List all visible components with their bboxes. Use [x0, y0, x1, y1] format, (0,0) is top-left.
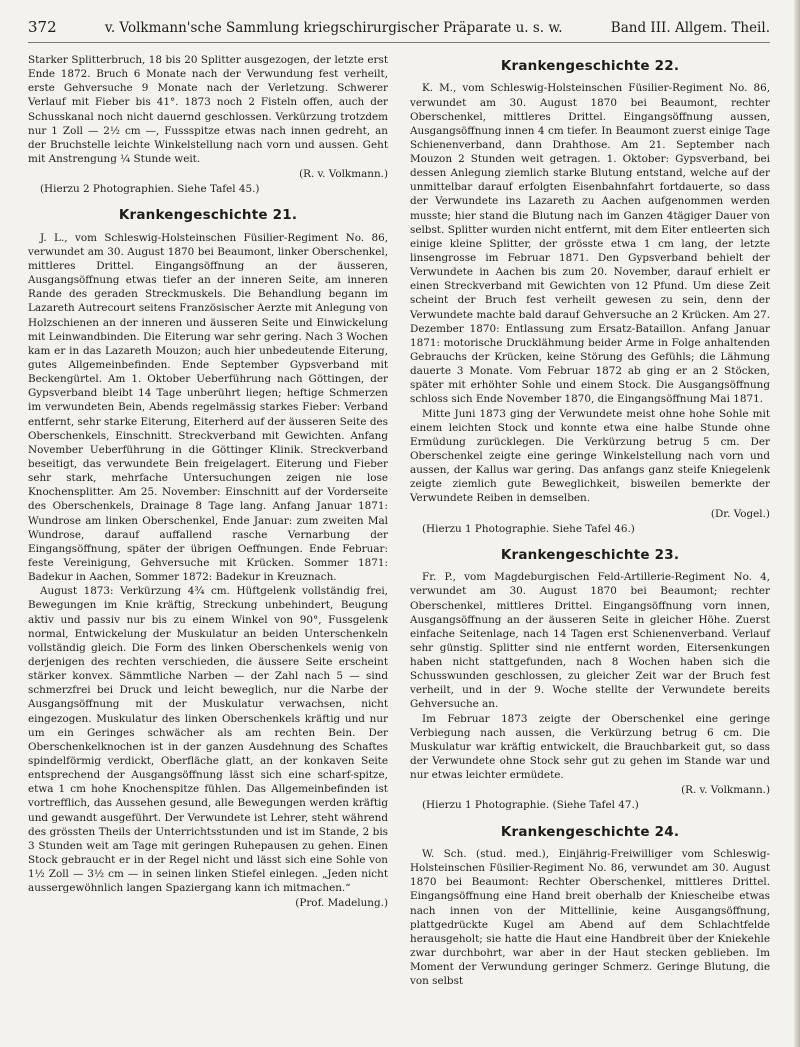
volume-label: Band III. Allgem. Theil. [610, 20, 770, 36]
case-21-paragraph-2: August 1873: Verkürzung 4¾ cm. Hüftgelenk vollständig frei, Bewegungen im Knie kräftig, Streckung unbehindert, Beugung aktiv und passiv nur bis zu einem Winkel von 90°, Fussgelenk normal, Entwickelung der Muskulatur an beiden Unterschenkeln vollständig gleich. Die Form des linken Oberschenkels wenig von derjenigen des rechten verschieden, die äussere Seite erscheint stärker konvex. Sämmtliche Narben — der Zahl nach 5 — sind schmerzfrei bei Druck und leicht beweglich, nur die Narbe der Ausgangsöffnung mit der Muskulatur verwachsen, nicht eingezogen. Muskulatur des linken Oberschenkels kräftig und nur um ein Geringes schwächer als am rechten Bein. Der Oberschenkelknochen ist in der ganzen Ausdehnung des Schaftes spindelförmig verdickt, Oberfläche glatt, an der konkaven Seite entsprechend der Ausgangsöffnung lässt sich eine scharf-spitze, etwa 1 cm hohe Knochenspitze fühlen. Das Allgemeinbefinden ist vortrefflich, das Aussehen gesund, alle Bewegungen werden kräftig und gewandt ausgeführt. Der Verwundete ist Lehrer, steht während des grössten Theils der Unterrichtsstunden und ist im Stande, 2 bis 3 Stunden weit am Tage mit geringen Ruhepausen zu gehen. Einen Stock gebraucht er in der Regel nicht und lässt sich eine Sohle von 1½ Zoll — 3½ cm — in seinen linken Stiefel einlegen. „Jeden nicht aussergewöhnlich langen Spaziergang kann ich mitmachen.“ [28, 585, 388, 895]
right-column [410, 53, 770, 988]
running-header [28, 18, 770, 43]
page-edge-shadow [794, 0, 800, 1047]
case-24-heading: Krankengeschichte 24. [500, 823, 680, 840]
case-22-paragraph-2: Mitte Juni 1873 ging der Verwundete meist ohne hohe Sohle mit einem leichten Stock und konnte etwa eine halbe Stunde ohne Ermüdung zurücklegen. Die Verkürzung betrug 5 cm. Der Oberschenkel zeigte eine geringe Winkelstellung nach vorn und aussen, der Kallus war gering. Das anfangs ganz steife Kniegelenk zeigte ziemlich gute Beweglichkeit, bisweilen bemerkte der Verwundete Reiben in demselben. [410, 407, 770, 505]
case-23-author: (R. v. Volkmann.) [681, 784, 770, 797]
book-page [28, 18, 770, 1028]
case-23-figure-note: (Hierzu 1 Photographie. (Siehe Tafel 47.) [422, 799, 639, 812]
intro-paragraph: Starker Splitterbruch, 18 bis 20 Splitter ausgezogen, der letzte erst Ende 1872. Bruch 6 Monate nach der Verwundung fest verheilt, erste Gehversuche 9 Monate nach der Verletzung. Schwerer Verlauf mit Fieber bis 41°. 1873 noch 2 Fisteln offen, auch der Schusskanal noch nicht dauernd geschlossen. Verkürzung trotzdem nur 1 Zoll — 2½ cm —, Fussspitze etwas nach innen gedreht, an der Bruchstelle leichte Winkelstellung nach vorn und aussen. Geht mit Anstrengung ¼ Stunde weit. [28, 54, 388, 165]
case-22-figure-note: (Hierzu 1 Photographie. Siehe Tafel 46.) [422, 522, 635, 535]
case-24-paragraph-1: W. Sch. (stud. med.), Einjährig-Freiwilliger vom Schleswig-Holsteinschen Füsilier-Regiment No. 86, verwundet am 30. August 1870 bei Beaumont: Rechter Oberschenkel, mittleres Drittel. Eingangsöffnung eine Hand breit oberhalb der Kniescheibe etwas nach innen von der Mittellinie, keine Ausgangsöffnung, plattgedrückte Kugel am Abend auf dem Schlachtfelde herausgeholt; sie hatte die Haut eine Handbreit über der Kniekehle zwar durchbohrt, war aber in der Haut stecken geblieben. Im Moment der Verwundung geringer Schmerz. Geringe Blutung, die von selbst [410, 847, 770, 988]
left-column [28, 53, 388, 988]
case-21-heading: Krankengeschichte 21. [118, 207, 298, 224]
case-23-paragraph-1: Fr. P., vom Magdeburgischen Feld-Artillerie-Regiment No. 4, verwundet am 30. August 1870 bei Beaumont; rechter Oberschenkel, mittleres Drittel. Eingangsöffnung vorn innen, Ausgangsöffnung an der äusseren Seite in gleicher Höhe. Zuerst einfache Seitenlage, nach 14 Tagen erst Schienenverband. Verlauf sehr günstig. Splitter sind nie entfernt worden, Eitersenkungen haben nicht stattgefunden, nach 8 Wochen haben sich die Schusswunden geschlossen, zu gleicher Zeit war der Bruch fest verheilt, und in der 9. Woche stellte der Verwundete bereits Gehversuche an. [410, 571, 770, 711]
case-23-paragraph-2: Im Februar 1873 zeigte der Oberschenkel eine geringe Verbiegung nach aussen, die Verkürzung betrug 6 cm. Die Muskulatur war kräftig entwickelt, die Brauchbarkeit gut, so dass der Verwundete ohne Stock sehr gut zu gehen im Stande war und nur etwas leichter ermüdete. [410, 712, 770, 782]
intro-author: (R. v. Volkmann.) [299, 168, 388, 181]
intro-figure-note: (Hierzu 2 Photographien. Siehe Tafel 45.) [40, 183, 260, 196]
two-column-body [28, 53, 770, 988]
case-22-paragraph-1: K. M., vom Schleswig-Holsteinschen Füsilier-Regiment No. 86, verwundet am 30. August 1870 bei Beaumont, rechter Oberschenkel, mittleres Drittel. Eingangsöffnung aussen, Ausgangsöffnung innen 4 cm tiefer. In Beaumont zuerst einige Tage Schienenverband, dann Drahthose. Am 21. September nach Mouzon 2 Stunden weit getragen. 1. Oktober: Gypsverband, bei dessen Anlegung ziemlich starke Blutung entstand, welche auf der unmittelbar darauf erfolgten Eisenbahnfahrt fortdauerte, so dass der Verwundete ins Lazareth zu Aachen aufgenommen werden musste; hier stand die Blutung nach im Ganzen 4tägiger Dauer von selbst. Splitter wurden nicht entfernt, mit dem Eiter entleerten sich einige kleine Splitter, der grösste etwa 1 cm lang, der letzte linsengrosse im Februar 1871. Den Gypsverband behielt der Verwundete in Aachen bis zum 20. November, darauf erhielt er einen Streckverband mit Gewichten von 12 Pfund. Um diese Zeit scheint der Bruch fest verheilt gewesen zu sein, denn der Verwundete machte bald darauf Gehversuche an 2 Krücken. Am 27. Dezember 1870: Entlassung zum Ersatz-Bataillon. Anfang Januar 1871: motorische Drucklähmung beider Arme in Folge anhaltenden Gebrauchs der Krücken, keine Störung des Gefühls; die Lähmung dauerte 3 Monate. Vom Februar 1872 ab ging er an 2 Stöcken, später mit erhöhter Sohle und einem Stock. Die Ausgangsöffnung schloss sich Ende November 1870, die Eingangsöffnung Mai 1871. [410, 82, 770, 406]
running-title: v. Volkmann'sche Sammlung kriegschirurgischer Präparate u. s. w. [104, 20, 563, 36]
case-21-paragraph-1: J. L., vom Schleswig-Holsteinschen Füsilier-Regiment No. 86, verwundet am 30. August 1870 bei Beaumont, linker Oberschenkel, mittleres Drittel. Eingangsöffnung an der äusseren, Ausgangsöffnung etwas tiefer an der inneren Seite, am inneren Rande des geraden Streckmuskels. Die Behandlung begann im Lazareth Autrecourt seitens Französischer Aerzte mit Anlegung von Holzschienen an der inneren und äusseren Seite und Einwickelung mit Leinwandbinden. Die Eiterung war sehr gering. Nach 3 Wochen kam er in das Lazareth Mouzon; auch hier unbedeutende Eiterung, gutes Allgemeinbefinden. Ende September Gypsverband mit Beckengürtel. Am 1. Oktober Ueberführung nach Göttingen, der Gypsverband bleibt 14 Tage unberührt liegen; heftige Schmerzen im verwundeten Bein, Abends regelmässig starkes Fieber: Verband entfernt, sehr starke Eiterung, Eiterherd auf der äusseren Seite des Oberschenkels, Einschnitt. Streckverband mit Gewichten. Anfang November Ueberführung in die Göttinger Klinik. Streckverband beseitigt, das verwundete Bein freigelagert. Eiterung und Fieber sehr stark, mehrfache Untersuchungen zeigen nie lose Knochensplitter. Am 25. November: Einschnitt auf der Vorderseite des Oberschenkels, Drainage 8 Tage lang. Anfang Januar 1871: Wundrose am linken Oberschenkel, Ende Januar: zum zweiten Mal Wundrose, darauf auffallend rasche Vernarbung der Eingangsöffnung, später der übrigen Oeffnungen. Ende Februar: feste Vereinigung, Gehversuche mit Krücken. Sommer 1871: Badekur in Aachen, Sommer 1872: Badekur in Kreuznach. [28, 231, 388, 584]
case-23-heading: Krankengeschichte 23. [500, 546, 680, 563]
case-21-author: (Prof. Madelung.) [295, 897, 388, 910]
case-22-heading: Krankengeschichte 22. [500, 58, 680, 74]
case-22-author: (Dr. Vogel.) [710, 507, 770, 520]
page-number: 372 [28, 18, 57, 36]
